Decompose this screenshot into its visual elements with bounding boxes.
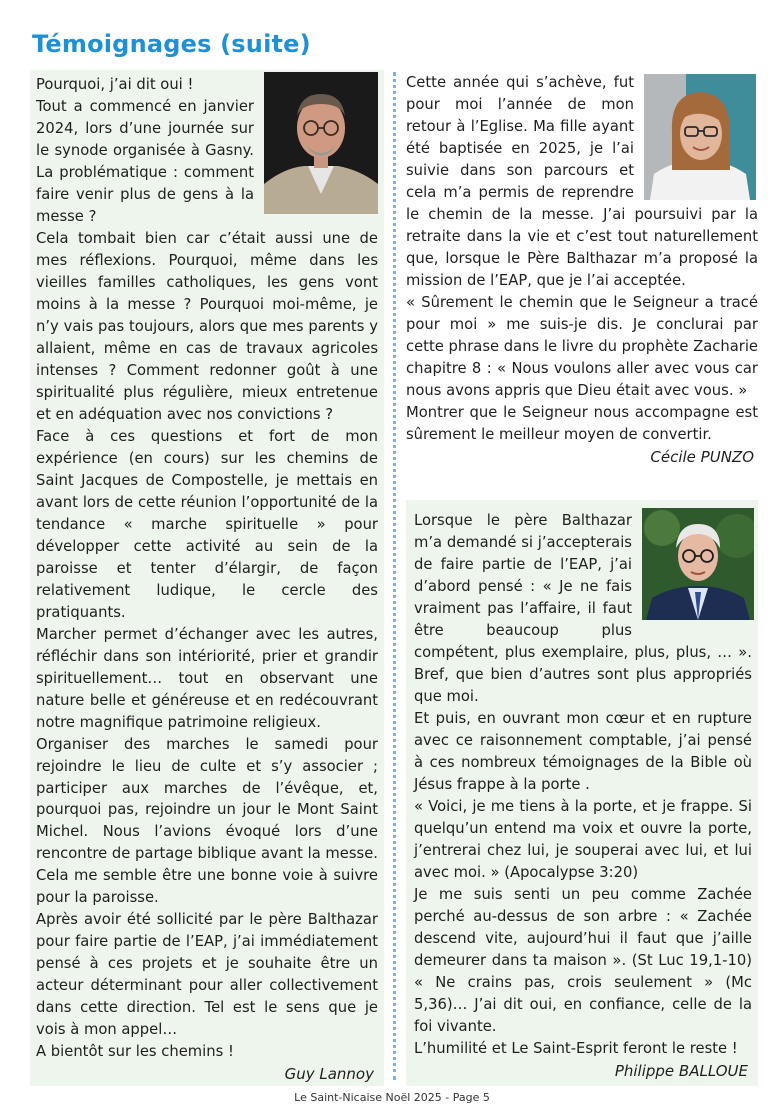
testimony-text [414,510,752,1060]
paragraph: Après avoir été sollicité par le père Balthazar pour faire partie de l’EAP, j’ai immédiatement pensé à ces projets et je souhaite être un acteur déterminant pour aller collectivement dans cette direction. Tel est le sens que je vois à mon appel… [36,911,378,1039]
paragraph: « Sûrement le chemin que le Seigneur a tracé pour moi » me suis-je dis. Je conclurai par cette phrase dans le livre du prophète Zacharie chapitre 8 : « Nous voulons aller avec vous car nous avons appris que Dieu était avec vous. » [406,293,758,399]
testimony-philippe-balloue [406,500,758,1086]
signature: Philippe BALLOUE [614,1061,748,1080]
portrait-man-suit-icon [642,508,754,620]
paragraph: Tout a commencé en janvier 2024, lors d’une journée sur le synode organisée à Gasny. La problématique : comment faire venir plus de gens à la messe ? [36,97,254,225]
portrait-man-glasses-icon [264,72,378,214]
paragraph: Pourquoi, j’ai dit oui ! [36,76,194,93]
paragraph: Marcher permet d’échanger avec les autres, réfléchir dans son intériorité, prier et grandir spirituellement… tout en observant une nature belle et généreuse et en redécouvrant notre magnifique patrimoine religieux. [36,625,378,731]
testimony-text [36,74,378,1063]
testimony-text [406,72,758,446]
paragraph: L’humilité et Le Saint-Esprit feront le reste ! [414,1039,738,1057]
paragraph: Organiser des marches le samedi pour rejoindre le lieu de culte et s’y associer ; participer aux marches de l’évêque, et, pourquoi pas, rejoindre un jour le Mont Saint Michel. Nous l’avions évoqué lors d’une rencontre de partage biblique avant la messe. Cela me semble être une bonne voie à suivre pour la paroisse. [36,735,378,907]
testimony-cecile-punzo [406,66,758,490]
paragraph: Cela tombait bien car c’était aussi une de mes réflexions. Pourquoi, même dans les vieilles familles catholiques, les gens vont moins à la messe ? Pourquoi moi-même, je n’y vais pas toujours, alors que mes parents y allaient, même en cas de travaux agricoles intenses ? Comment redonner goût à une spiritualité plus régulière, mieux entretenue et en adéquation avec nos convictions ? [36,229,378,423]
page-title: Témoignages (suite) [32,30,311,58]
signature: Guy Lannoy [284,1065,374,1084]
paragraph: Montrer que le Seigneur nous accompagne est sûrement le meilleur moyen de convertir. [406,403,758,443]
testimony-guy-lannoy [30,70,384,1086]
paragraph: Je me suis senti un peu comme Zachée perché au-dessus de son arbre : « Zachée descend vite, aujourd’hui il faut que j’aille demeurer dans ta maison ». (St Luc 19,1-10) « Ne crains pas, crois seulement » (Mc 5,36)… J’ai dit oui, en confiance, celle de la foi vivante. [414,885,752,1035]
paragraph: Lorsque le père Balthazar m’a demandé si j’accepterais de faire partie de l’EAP, j’ai d’abord pensé : « Je ne fais vraiment pas l’affaire, il faut être beaucoup plus compétent, plus exemplaire, plus, plus, … ». Bref, que bien d’autres sont plus appropriés que moi. [414,512,752,705]
paragraph: Et puis, en ouvrant mon cœur et en rupture avec ce raisonnement comptable, j’ai pensé à ces nombreux témoignages de la Bible où Jésus frappe à la porte . [414,709,752,793]
signature: Cécile PUNZO [650,447,754,466]
portrait-woman-glasses-icon [644,74,756,200]
column-divider [393,72,396,1080]
paragraph: Face à ces questions et fort de mon expérience (en cours) sur les chemins de Saint Jacques de Compostelle, je mettais en avant lors de cette réunion l’opportunité de la tendance « marche spirituelle » pour développer cette activité au sein de la paroisse et tenter d’élargir, de façon relativement ludique, le cercle des pratiquants. [36,427,378,621]
paragraph: « Voici, je me tiens à la porte, et je frappe. Si quelqu’un entend ma voix et ouvre la porte, j’entrerai chez lui, je souperai avec lui, et lui avec moi. » (Apocalypse 3:20) [414,797,752,881]
page-footer: Le Saint-Nicaise Noël 2025 - Page 5 [294,1091,490,1104]
paragraph: Cette année qui s’achève, fut pour moi l’année de mon retour à l’Eglise. Ma fille ayant été baptisée en 2025, je l’ai suivie dans son parcours et cela m’a permis de reprendre le chemin de la messe. J’ai poursuivi par la retraite dans la vie et c’est tout naturellement que, lorsque le Père Balthazar m’a proposé la mission de l’EAP, que je l’ai acceptée. [406,74,758,289]
paragraph: A bientôt sur les chemins ! [36,1043,234,1061]
